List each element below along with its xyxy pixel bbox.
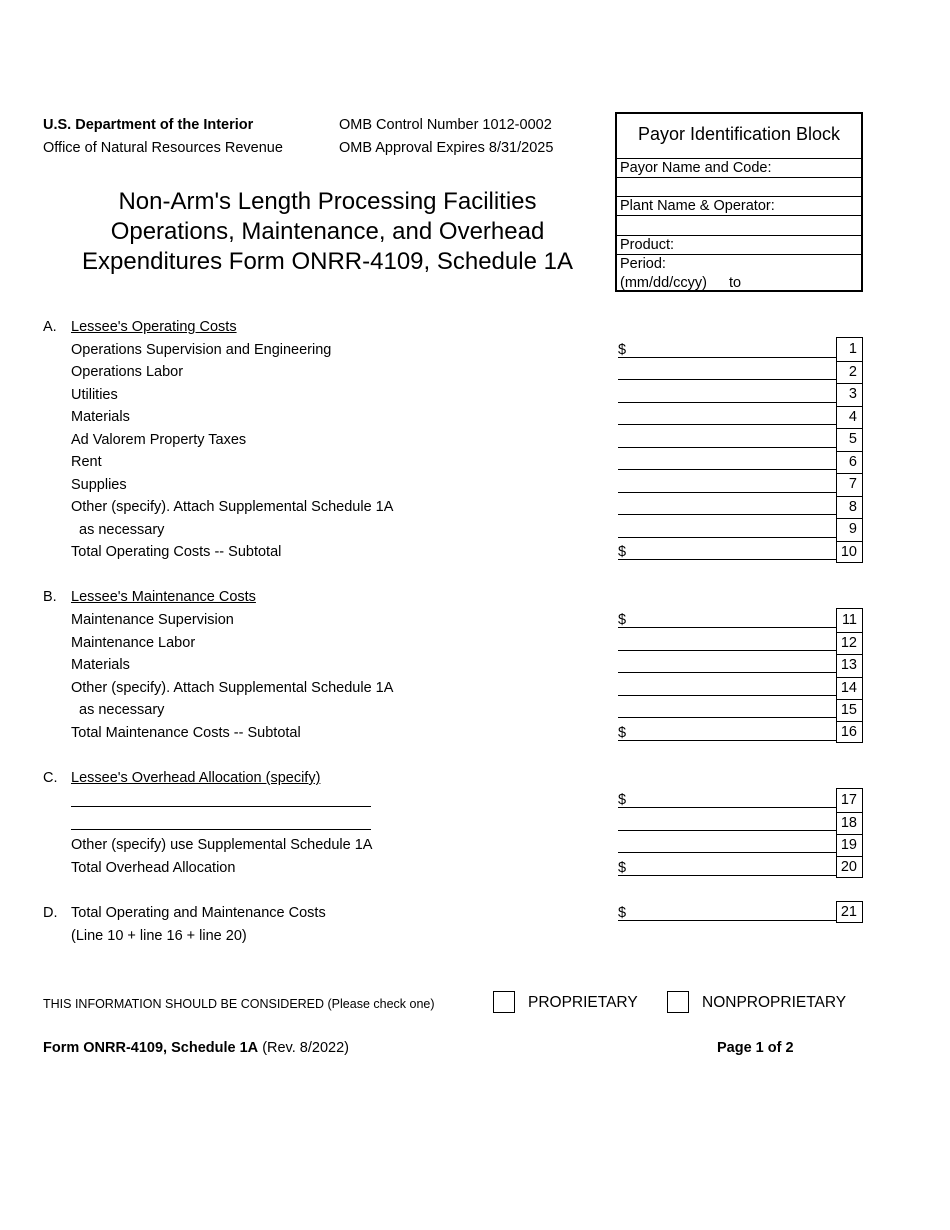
line-number: 16 [837, 721, 862, 742]
line-4-amount[interactable] [618, 424, 837, 425]
line-3-amount[interactable] [618, 402, 837, 403]
dollar-sign: $ [618, 792, 627, 808]
line-16-amount[interactable] [618, 740, 837, 741]
line-number: 15 [837, 699, 862, 720]
payor-name-label: Payor Name and Code: [620, 160, 772, 176]
line-15-label: as necessary [79, 702, 165, 718]
product-label: Product: [620, 237, 674, 253]
line-number: 10 [837, 541, 862, 562]
line-7-label: Supplies [71, 477, 127, 493]
payor-name-field[interactable] [617, 178, 861, 196]
line-number: 13 [837, 654, 862, 675]
line-number: 17 [840, 792, 857, 808]
line-12-label: Maintenance Labor [71, 635, 196, 651]
line-10-label: Total Operating Costs -- Subtotal [71, 544, 282, 560]
footer-form-id [43, 1040, 349, 1056]
section-c-letter: C. [43, 770, 58, 786]
nonproprietary-label: NONPROPRIETARY [702, 994, 847, 1011]
line-number: 21 [836, 901, 863, 923]
line-16-label: Total Maintenance Costs -- Subtotal [71, 725, 301, 741]
plant-name-label: Plant Name & Operator: [620, 198, 775, 214]
line-number: 14 [837, 677, 862, 698]
line-10-amount[interactable] [618, 559, 837, 560]
omb-control-number: OMB Control Number 1012-0002 [339, 117, 552, 133]
payor-identification-block [615, 112, 863, 292]
line-14-label: Other (specify). Attach Supplemental Schedule 1A [71, 680, 394, 696]
line-13-label: Materials [71, 657, 130, 673]
section-b-letter: B. [43, 589, 57, 605]
line-12-amount[interactable] [618, 650, 837, 651]
line-number: 7 [837, 473, 862, 494]
title-line-3: Expenditures Form ONRR-4109, Schedule 1A [82, 248, 573, 275]
line-number: 19 [837, 834, 862, 855]
confidentiality-prompt: THIS INFORMATION SHOULD BE CONSIDERED (Please check one) [43, 997, 435, 1011]
line-3-label: Utilities [71, 387, 118, 403]
line-1-label: Operations Supervision and Engineering [71, 342, 332, 358]
agency-name: U.S. Department of the Interior [43, 117, 254, 133]
line-14-amount[interactable] [618, 695, 837, 696]
section-a-letter: A. [43, 319, 57, 335]
line-19-amount[interactable] [618, 852, 837, 853]
line-21-label: Total Operating and Maintenance Costs [71, 905, 326, 921]
line-8-label: Other (specify). Attach Supplemental Schedule 1A [71, 499, 394, 515]
line-number: 6 [837, 451, 862, 472]
line-number: 9 [837, 518, 862, 539]
proprietary-checkbox[interactable] [493, 991, 515, 1013]
line-number: 3 [837, 383, 862, 404]
line-number: 8 [837, 496, 862, 517]
line-13-amount[interactable] [618, 672, 837, 673]
section-a-heading: Lessee's Operating Costs [71, 319, 237, 335]
line-number: 4 [837, 406, 862, 427]
line-19-label: Other (specify) use Supplemental Schedule 1A [71, 837, 373, 853]
section-c-heading: Lessee's Overhead Allocation (specify) [71, 770, 321, 786]
line-2-label: Operations Labor [71, 364, 184, 380]
line-17-amount[interactable] [618, 807, 837, 808]
line-11-amount[interactable] [618, 627, 837, 628]
line-number: 2 [837, 361, 862, 382]
office-name: Office of Natural Resources Revenue [43, 140, 283, 156]
line-7-amount[interactable] [618, 492, 837, 493]
plant-name-field[interactable] [617, 216, 861, 234]
line-5-amount[interactable] [618, 447, 837, 448]
period-label: Period: [620, 256, 666, 272]
form-title [60, 187, 595, 277]
period-to: to [729, 275, 742, 291]
line-number: 5 [837, 428, 862, 449]
line-1-amount[interactable] [618, 357, 837, 358]
form-id: Form ONRR-4109, Schedule 1A [43, 1040, 259, 1056]
line-number: 20 [837, 856, 862, 877]
line-number: 12 [837, 632, 862, 653]
nonproprietary-checkbox[interactable] [667, 991, 689, 1013]
dollar-sign: $ [618, 342, 627, 358]
line-9-amount[interactable] [618, 537, 837, 538]
line-number: 18 [837, 812, 862, 833]
payor-block-heading: Payor Identification Block [637, 124, 841, 144]
line-21-amount[interactable] [618, 920, 837, 921]
line-21-formula: (Line 10 + line 16 + line 20) [71, 928, 247, 944]
line-number-column-b [836, 608, 863, 743]
line-number-column-a [836, 337, 863, 563]
dollar-sign: $ [618, 725, 627, 741]
dollar-sign: $ [618, 544, 627, 560]
line-18-amount[interactable] [618, 830, 837, 831]
line-6-amount[interactable] [618, 469, 837, 470]
line-number: 11 [841, 612, 857, 628]
line-8-amount[interactable] [618, 514, 837, 515]
omb-expiration: OMB Approval Expires 8/31/2025 [339, 140, 554, 156]
dollar-sign: $ [618, 905, 627, 921]
page-number: Page 1 of 2 [717, 1040, 794, 1056]
line-number-column-c [836, 788, 863, 878]
line-4-label: Materials [71, 409, 130, 425]
title-line-1: Non-Arm's Length Processing Facilities [118, 188, 537, 215]
line-2-amount[interactable] [618, 379, 837, 380]
line-9-label: as necessary [79, 522, 165, 538]
dollar-sign: $ [618, 612, 627, 628]
line-20-amount[interactable] [618, 875, 837, 876]
line-11-label: Maintenance Supervision [71, 612, 234, 628]
proprietary-label: PROPRIETARY [528, 994, 638, 1011]
section-b-heading: Lessee's Maintenance Costs [71, 589, 256, 605]
section-d-letter: D. [43, 905, 58, 921]
line-15-amount[interactable] [618, 717, 837, 718]
line-number: 1 [848, 341, 857, 357]
title-line-2: Operations, Maintenance, and Overhead [110, 218, 545, 245]
overhead-specify-field-2[interactable] [71, 829, 371, 830]
line-5-label: Ad Valorem Property Taxes [71, 432, 247, 448]
period-format: (mm/dd/ccyy) [620, 275, 707, 291]
line-6-label: Rent [71, 454, 102, 470]
line-20-label: Total Overhead Allocation [71, 860, 236, 876]
dollar-sign: $ [618, 860, 627, 876]
overhead-specify-field-1[interactable] [71, 806, 371, 807]
revision: (Rev. 8/2022) [262, 1040, 349, 1056]
